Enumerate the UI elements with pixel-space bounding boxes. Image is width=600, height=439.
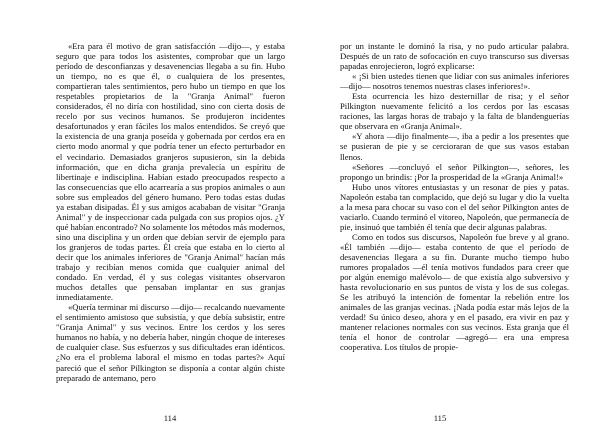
right-paragraph-1: por un instante le dominó la risa, y no pudo articular palabra. Después de un rato de sofocación en cuyo transcurso sus diversas papadas enrojecieron, logró explicarse: (340, 41, 569, 72)
right-page-number: 115 (433, 413, 447, 423)
left-paragraph-2: «Quería terminar mi discurso —dijo— recalcando nuevamente el sentimiento amistoso que subsistía, y que debía subsistir, entre "Granja Animal" y sus vecinos. Entre los cerdos y los seres humanos no había, y no debería haber, ningún choque de intereses de cualquier clase. Sus esfuerzos y sus dificultades eran idénticos. ¿No era el problema laboral el mismo en todas partes?» Aquí pareció que el señor Pilkington se disponía a contar algún chiste preparado de antemano, pero (56, 302, 285, 383)
right-page (340, 41, 569, 436)
left-page (56, 41, 285, 436)
right-paragraph-2: « ¡Si bien ustedes tienen que lidiar con sus animales inferiores —dijo— nosotros tenemos nuestras clases inferiores!». (340, 71, 569, 92)
right-paragraph-7: Como en todos sus discursos, Napoleón fue breve y al grano. «Él también —dijo— estaba contento de que el período de desavenencias llegara a su fin. Durante mucho tiempo hubo rumores propalados —él tenía motivos fundados para creer que por algún enemigo malévolo— de que existía algo subversivo y hasta revolucionario en sus puntos de vista y los de sus colegas. Se les atribuyó la intención de fomentar la rebelión entre los animales de las granjas vecinas. ¡Nada podía estar más lejos de la verdad! Su único deseo, ahora y en el pasado, era vivir en paz y mantener relaciones normales con sus vecinos. Esta granja que él tenía el honor de controlar —agregó— era una empresa cooperativa. Los títulos de propie- (340, 231, 569, 353)
right-paragraph-6: Hubo unos vítores entusiastas y un resonar de pies y patas. Napoleón estaba tan complacido, que dejó su lugar y dio la vuelta a la mesa para chocar su vaso con el del señor Pilkington antes de vaciarlo. Cuando terminó el vitoreo, Napoleón, que permanecía de pie, insinuó que también él tenía que decir algunas palabras. (340, 181, 569, 232)
right-paragraph-3: Esta ocurrencia les hizo desternillar de risa; y el señor Pilkington nuevamente felicitó a los cerdos por las escasas raciones, las largas horas de trabajo y la falta de blandenguerías que observara en «Granja Animal». (340, 91, 569, 132)
right-paragraph-5: «Señores —concluyó el señor Pilkington—, señores, les propongo un brindis: ¡Por la prosperidad de la «Granja Animal!» (340, 161, 569, 182)
left-paragraph-1: «Era para él motivo de gran satisfacción —dijo—, y estaba seguro que para todos los asistentes, comprobar que un largo período de desconfianzas y desavenencias llegaba a su fin. Hubo un tiempo, no es que él, o cualquiera de los presentes, compartieran tales sentimientos, pero hubo un tiempo en que los respetables propietarios de la "Granja Animal" fueron considerados, él no diría con hostilidad, sino con cierta dosis de recelo por sus vecinos humanos. Se produjeron incidentes desafortunados y eran fáciles los malos entendidos. Se creyó que la existencia de una granja poseída y gobernada por cerdos era en cierto modo anormal y que podría tener un efecto perturbador en el vecindario. Demasiados granjeros supusieron, sin la debida información, que en dicha granja prevalecía un espíritu de libertinaje e indisciplina. Habían estado preocupados respecto a las consecuencias que ello acarrearía a sus propios animales o aun sobre sus empleados del género humano. Pero todas estas dudas ya estaban disipadas. Él y sus amigos acababan de visitar "Granja Animal" y de inspeccionar cada pulgada con sus propios ojos. ¿Y qué habían encontrado? No solamente los métodos más modernos, sino una disciplina y un orden que debían servir de ejemplo para los granjeros de todas partes. Él creía que estaba en lo cierto al decir que los animales inferiores de "Granja Animal" hacían más trabajo y recibían menos comida que cualquier animal del condado. En verdad, él y sus colegas visitantes observaron muchos detalles que pensaban implantar en sus granjas inmediatamente. (56, 41, 285, 303)
left-page-number: 114 (163, 413, 177, 423)
right-paragraph-4: «Y ahora —dijo finalmente—, iba a pedir a los presentes que se pusieran de pie y se cercioraran de que sus vasos estaban llenos. (340, 131, 569, 162)
